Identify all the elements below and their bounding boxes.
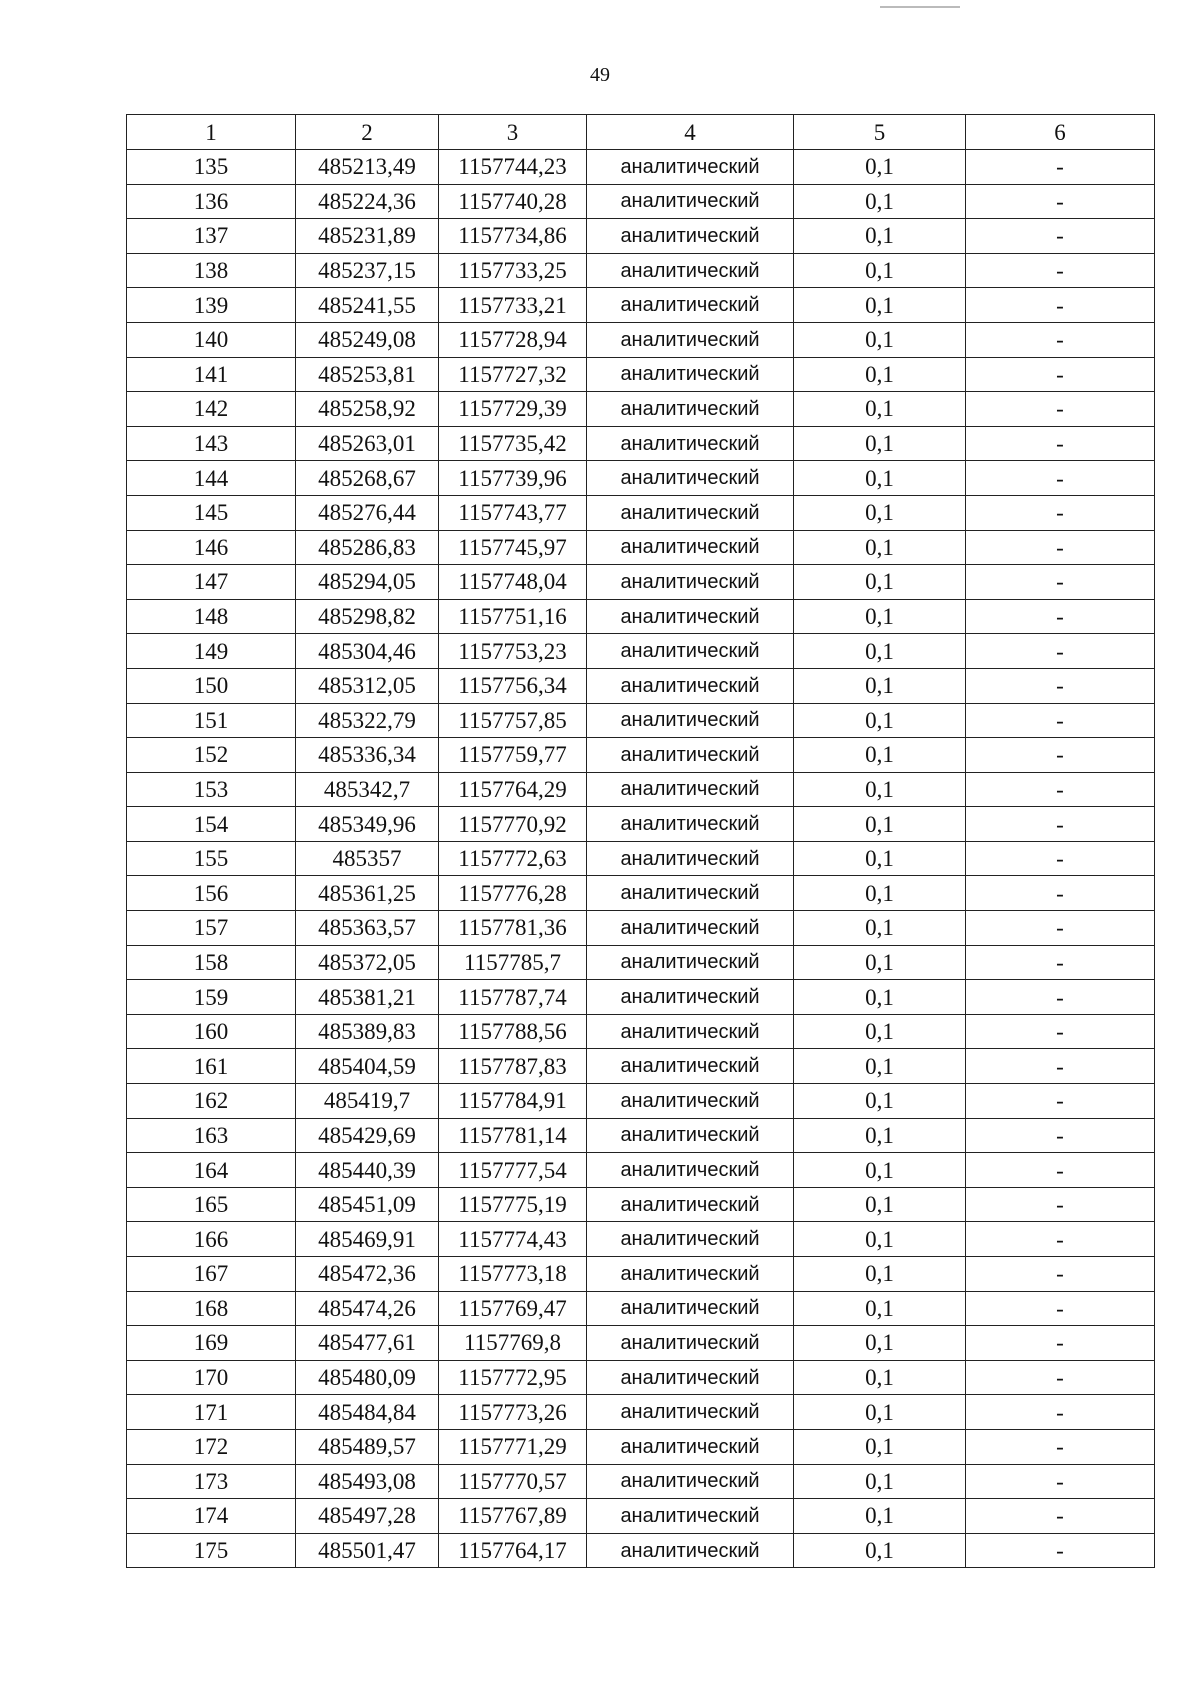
y-coordinate-cell: 1157734,86 xyxy=(439,219,587,254)
point-number-cell: 153 xyxy=(127,772,296,807)
accuracy-cell: 0,1 xyxy=(794,322,966,357)
table-row xyxy=(127,841,1155,876)
table-row xyxy=(127,668,1155,703)
point-number-cell: 164 xyxy=(127,1153,296,1188)
y-coordinate-cell: 1157756,34 xyxy=(439,668,587,703)
x-coordinate-cell: 485440,39 xyxy=(296,1153,439,1188)
y-coordinate-cell: 1157729,39 xyxy=(439,392,587,427)
note-cell: - xyxy=(966,426,1155,461)
point-number-cell: 152 xyxy=(127,738,296,773)
table-row xyxy=(127,634,1155,669)
x-coordinate-cell: 485237,15 xyxy=(296,253,439,288)
point-number-cell: 163 xyxy=(127,1118,296,1153)
x-coordinate-cell: 485231,89 xyxy=(296,219,439,254)
point-number-cell: 156 xyxy=(127,876,296,911)
method-cell: аналитический xyxy=(587,911,794,946)
y-coordinate-cell: 1157771,29 xyxy=(439,1429,587,1464)
y-coordinate-cell: 1157774,43 xyxy=(439,1222,587,1257)
table-row xyxy=(127,392,1155,427)
note-cell: - xyxy=(966,772,1155,807)
x-coordinate-cell: 485349,96 xyxy=(296,807,439,842)
method-cell: аналитический xyxy=(587,1084,794,1119)
x-coordinate-cell: 485404,59 xyxy=(296,1049,439,1084)
accuracy-cell: 0,1 xyxy=(794,392,966,427)
point-number-cell: 151 xyxy=(127,703,296,738)
note-cell: - xyxy=(966,911,1155,946)
accuracy-cell: 0,1 xyxy=(794,599,966,634)
x-coordinate-cell: 485268,67 xyxy=(296,461,439,496)
accuracy-cell: 0,1 xyxy=(794,703,966,738)
table-row xyxy=(127,1499,1155,1534)
accuracy-cell: 0,1 xyxy=(794,634,966,669)
x-coordinate-cell: 485213,49 xyxy=(296,150,439,185)
accuracy-cell: 0,1 xyxy=(794,150,966,185)
accuracy-cell: 0,1 xyxy=(794,1084,966,1119)
method-cell: аналитический xyxy=(587,1395,794,1430)
y-coordinate-cell: 1157739,96 xyxy=(439,461,587,496)
accuracy-cell: 0,1 xyxy=(794,1014,966,1049)
method-cell: аналитический xyxy=(587,357,794,392)
point-number-cell: 175 xyxy=(127,1533,296,1568)
x-coordinate-cell: 485451,09 xyxy=(296,1187,439,1222)
table-row xyxy=(127,184,1155,219)
point-number-cell: 174 xyxy=(127,1499,296,1534)
table-row xyxy=(127,945,1155,980)
point-number-cell: 162 xyxy=(127,1084,296,1119)
note-cell: - xyxy=(966,1429,1155,1464)
accuracy-cell: 0,1 xyxy=(794,1118,966,1153)
method-cell: аналитический xyxy=(587,703,794,738)
point-number-cell: 145 xyxy=(127,495,296,530)
table-row xyxy=(127,150,1155,185)
x-coordinate-cell: 485336,34 xyxy=(296,738,439,773)
note-cell: - xyxy=(966,1464,1155,1499)
table-row xyxy=(127,426,1155,461)
accuracy-cell: 0,1 xyxy=(794,1429,966,1464)
note-cell: - xyxy=(966,1360,1155,1395)
table-row xyxy=(127,980,1155,1015)
table-row xyxy=(127,1222,1155,1257)
table-row xyxy=(127,1153,1155,1188)
accuracy-cell: 0,1 xyxy=(794,1533,966,1568)
y-coordinate-cell: 1157757,85 xyxy=(439,703,587,738)
x-coordinate-cell: 485294,05 xyxy=(296,565,439,600)
y-coordinate-cell: 1157776,28 xyxy=(439,876,587,911)
accuracy-cell: 0,1 xyxy=(794,980,966,1015)
accuracy-cell: 0,1 xyxy=(794,1153,966,1188)
table-row xyxy=(127,1257,1155,1292)
note-cell: - xyxy=(966,1395,1155,1430)
note-cell: - xyxy=(966,599,1155,634)
point-number-cell: 157 xyxy=(127,911,296,946)
x-coordinate-cell: 485249,08 xyxy=(296,322,439,357)
table-row xyxy=(127,1084,1155,1119)
accuracy-cell: 0,1 xyxy=(794,426,966,461)
note-cell: - xyxy=(966,1533,1155,1568)
method-cell: аналитический xyxy=(587,150,794,185)
point-number-cell: 154 xyxy=(127,807,296,842)
table-row xyxy=(127,738,1155,773)
table-row xyxy=(127,219,1155,254)
y-coordinate-cell: 1157787,83 xyxy=(439,1049,587,1084)
y-coordinate-cell: 1157772,63 xyxy=(439,841,587,876)
note-cell: - xyxy=(966,461,1155,496)
point-number-cell: 135 xyxy=(127,150,296,185)
accuracy-cell: 0,1 xyxy=(794,184,966,219)
method-cell: аналитический xyxy=(587,495,794,530)
method-cell: аналитический xyxy=(587,322,794,357)
y-coordinate-cell: 1157735,42 xyxy=(439,426,587,461)
note-cell: - xyxy=(966,634,1155,669)
table-row xyxy=(127,703,1155,738)
point-number-cell: 155 xyxy=(127,841,296,876)
header-cell-4: 4 xyxy=(587,115,794,150)
y-coordinate-cell: 1157781,36 xyxy=(439,911,587,946)
method-cell: аналитический xyxy=(587,1291,794,1326)
method-cell: аналитический xyxy=(587,738,794,773)
accuracy-cell: 0,1 xyxy=(794,876,966,911)
point-number-cell: 148 xyxy=(127,599,296,634)
header-cell-5: 5 xyxy=(794,115,966,150)
y-coordinate-cell: 1157764,29 xyxy=(439,772,587,807)
y-coordinate-cell: 1157781,14 xyxy=(439,1118,587,1153)
note-cell: - xyxy=(966,1291,1155,1326)
point-number-cell: 141 xyxy=(127,357,296,392)
method-cell: аналитический xyxy=(587,1222,794,1257)
note-cell: - xyxy=(966,219,1155,254)
method-cell: аналитический xyxy=(587,1153,794,1188)
x-coordinate-cell: 485484,84 xyxy=(296,1395,439,1430)
method-cell: аналитический xyxy=(587,530,794,565)
scan-artifact xyxy=(880,6,960,8)
y-coordinate-cell: 1157759,77 xyxy=(439,738,587,773)
note-cell: - xyxy=(966,184,1155,219)
point-number-cell: 169 xyxy=(127,1326,296,1361)
note-cell: - xyxy=(966,322,1155,357)
accuracy-cell: 0,1 xyxy=(794,1049,966,1084)
table-row xyxy=(127,911,1155,946)
note-cell: - xyxy=(966,495,1155,530)
accuracy-cell: 0,1 xyxy=(794,1464,966,1499)
x-coordinate-cell: 485312,05 xyxy=(296,668,439,703)
x-coordinate-cell: 485489,57 xyxy=(296,1429,439,1464)
accuracy-cell: 0,1 xyxy=(794,1326,966,1361)
method-cell: аналитический xyxy=(587,841,794,876)
table-row xyxy=(127,288,1155,323)
table-row xyxy=(127,461,1155,496)
note-cell: - xyxy=(966,876,1155,911)
point-number-cell: 146 xyxy=(127,530,296,565)
table-row xyxy=(127,772,1155,807)
note-cell: - xyxy=(966,1049,1155,1084)
y-coordinate-cell: 1157740,28 xyxy=(439,184,587,219)
method-cell: аналитический xyxy=(587,1014,794,1049)
note-cell: - xyxy=(966,1326,1155,1361)
header-row xyxy=(127,115,1155,150)
table-row xyxy=(127,530,1155,565)
accuracy-cell: 0,1 xyxy=(794,461,966,496)
x-coordinate-cell: 485304,46 xyxy=(296,634,439,669)
method-cell: аналитический xyxy=(587,184,794,219)
method-cell: аналитический xyxy=(587,1429,794,1464)
x-coordinate-cell: 485493,08 xyxy=(296,1464,439,1499)
table-row xyxy=(127,1464,1155,1499)
note-cell: - xyxy=(966,738,1155,773)
y-coordinate-cell: 1157753,23 xyxy=(439,634,587,669)
method-cell: аналитический xyxy=(587,392,794,427)
x-coordinate-cell: 485286,83 xyxy=(296,530,439,565)
note-cell: - xyxy=(966,945,1155,980)
method-cell: аналитический xyxy=(587,1533,794,1568)
header-cell-6: 6 xyxy=(966,115,1155,150)
x-coordinate-cell: 485322,79 xyxy=(296,703,439,738)
method-cell: аналитический xyxy=(587,288,794,323)
table-row xyxy=(127,253,1155,288)
coordinates-table xyxy=(126,114,1155,1568)
accuracy-cell: 0,1 xyxy=(794,911,966,946)
y-coordinate-cell: 1157769,8 xyxy=(439,1326,587,1361)
method-cell: аналитический xyxy=(587,461,794,496)
x-coordinate-cell: 485419,7 xyxy=(296,1084,439,1119)
accuracy-cell: 0,1 xyxy=(794,945,966,980)
point-number-cell: 165 xyxy=(127,1187,296,1222)
accuracy-cell: 0,1 xyxy=(794,772,966,807)
y-coordinate-cell: 1157744,23 xyxy=(439,150,587,185)
table-body xyxy=(127,150,1155,1568)
note-cell: - xyxy=(966,1153,1155,1188)
table-row xyxy=(127,1187,1155,1222)
accuracy-cell: 0,1 xyxy=(794,738,966,773)
point-number-cell: 144 xyxy=(127,461,296,496)
y-coordinate-cell: 1157727,32 xyxy=(439,357,587,392)
method-cell: аналитический xyxy=(587,980,794,1015)
x-coordinate-cell: 485480,09 xyxy=(296,1360,439,1395)
point-number-cell: 172 xyxy=(127,1429,296,1464)
header-cell-2: 2 xyxy=(296,115,439,150)
table-row xyxy=(127,1291,1155,1326)
point-number-cell: 160 xyxy=(127,1014,296,1049)
table-row xyxy=(127,1014,1155,1049)
point-number-cell: 139 xyxy=(127,288,296,323)
accuracy-cell: 0,1 xyxy=(794,1187,966,1222)
table-row xyxy=(127,1326,1155,1361)
accuracy-cell: 0,1 xyxy=(794,1360,966,1395)
method-cell: аналитический xyxy=(587,772,794,807)
note-cell: - xyxy=(966,703,1155,738)
x-coordinate-cell: 485372,05 xyxy=(296,945,439,980)
point-number-cell: 136 xyxy=(127,184,296,219)
y-coordinate-cell: 1157769,47 xyxy=(439,1291,587,1326)
accuracy-cell: 0,1 xyxy=(794,219,966,254)
method-cell: аналитический xyxy=(587,253,794,288)
x-coordinate-cell: 485469,91 xyxy=(296,1222,439,1257)
x-coordinate-cell: 485497,28 xyxy=(296,1499,439,1534)
y-coordinate-cell: 1157767,89 xyxy=(439,1499,587,1534)
method-cell: аналитический xyxy=(587,807,794,842)
note-cell: - xyxy=(966,357,1155,392)
table-row xyxy=(127,1429,1155,1464)
y-coordinate-cell: 1157764,17 xyxy=(439,1533,587,1568)
y-coordinate-cell: 1157748,04 xyxy=(439,565,587,600)
method-cell: аналитический xyxy=(587,599,794,634)
table-row xyxy=(127,495,1155,530)
method-cell: аналитический xyxy=(587,565,794,600)
note-cell: - xyxy=(966,253,1155,288)
note-cell: - xyxy=(966,1257,1155,1292)
note-cell: - xyxy=(966,1084,1155,1119)
note-cell: - xyxy=(966,1118,1155,1153)
accuracy-cell: 0,1 xyxy=(794,1291,966,1326)
accuracy-cell: 0,1 xyxy=(794,1395,966,1430)
table-row xyxy=(127,1533,1155,1568)
x-coordinate-cell: 485501,47 xyxy=(296,1533,439,1568)
accuracy-cell: 0,1 xyxy=(794,288,966,323)
point-number-cell: 161 xyxy=(127,1049,296,1084)
point-number-cell: 147 xyxy=(127,565,296,600)
note-cell: - xyxy=(966,1222,1155,1257)
table-row xyxy=(127,1360,1155,1395)
x-coordinate-cell: 485363,57 xyxy=(296,911,439,946)
method-cell: аналитический xyxy=(587,876,794,911)
table-row xyxy=(127,1395,1155,1430)
method-cell: аналитический xyxy=(587,426,794,461)
method-cell: аналитический xyxy=(587,219,794,254)
method-cell: аналитический xyxy=(587,1257,794,1292)
note-cell: - xyxy=(966,565,1155,600)
table-row xyxy=(127,322,1155,357)
note-cell: - xyxy=(966,1187,1155,1222)
table-row xyxy=(127,1049,1155,1084)
method-cell: аналитический xyxy=(587,1464,794,1499)
method-cell: аналитический xyxy=(587,1187,794,1222)
note-cell: - xyxy=(966,841,1155,876)
method-cell: аналитический xyxy=(587,1049,794,1084)
point-number-cell: 159 xyxy=(127,980,296,1015)
x-coordinate-cell: 485263,01 xyxy=(296,426,439,461)
header-cell-1: 1 xyxy=(127,115,296,150)
y-coordinate-cell: 1157728,94 xyxy=(439,322,587,357)
point-number-cell: 142 xyxy=(127,392,296,427)
x-coordinate-cell: 485258,92 xyxy=(296,392,439,427)
point-number-cell: 143 xyxy=(127,426,296,461)
method-cell: аналитический xyxy=(587,668,794,703)
method-cell: аналитический xyxy=(587,945,794,980)
y-coordinate-cell: 1157772,95 xyxy=(439,1360,587,1395)
table-row xyxy=(127,357,1155,392)
note-cell: - xyxy=(966,392,1155,427)
point-number-cell: 158 xyxy=(127,945,296,980)
accuracy-cell: 0,1 xyxy=(794,253,966,288)
point-number-cell: 171 xyxy=(127,1395,296,1430)
note-cell: - xyxy=(966,530,1155,565)
method-cell: аналитический xyxy=(587,634,794,669)
x-coordinate-cell: 485224,36 xyxy=(296,184,439,219)
y-coordinate-cell: 1157770,92 xyxy=(439,807,587,842)
y-coordinate-cell: 1157770,57 xyxy=(439,1464,587,1499)
accuracy-cell: 0,1 xyxy=(794,495,966,530)
point-number-cell: 166 xyxy=(127,1222,296,1257)
point-number-cell: 168 xyxy=(127,1291,296,1326)
point-number-cell: 137 xyxy=(127,219,296,254)
x-coordinate-cell: 485361,25 xyxy=(296,876,439,911)
table-row xyxy=(127,807,1155,842)
point-number-cell: 149 xyxy=(127,634,296,669)
table-row xyxy=(127,876,1155,911)
x-coordinate-cell: 485477,61 xyxy=(296,1326,439,1361)
point-number-cell: 170 xyxy=(127,1360,296,1395)
x-coordinate-cell: 485342,7 xyxy=(296,772,439,807)
y-coordinate-cell: 1157773,18 xyxy=(439,1257,587,1292)
x-coordinate-cell: 485253,81 xyxy=(296,357,439,392)
y-coordinate-cell: 1157787,74 xyxy=(439,980,587,1015)
y-coordinate-cell: 1157775,19 xyxy=(439,1187,587,1222)
note-cell: - xyxy=(966,668,1155,703)
y-coordinate-cell: 1157745,97 xyxy=(439,530,587,565)
point-number-cell: 138 xyxy=(127,253,296,288)
x-coordinate-cell: 485381,21 xyxy=(296,980,439,1015)
x-coordinate-cell: 485241,55 xyxy=(296,288,439,323)
accuracy-cell: 0,1 xyxy=(794,668,966,703)
accuracy-cell: 0,1 xyxy=(794,565,966,600)
note-cell: - xyxy=(966,1014,1155,1049)
y-coordinate-cell: 1157743,77 xyxy=(439,495,587,530)
y-coordinate-cell: 1157777,54 xyxy=(439,1153,587,1188)
x-coordinate-cell: 485389,83 xyxy=(296,1014,439,1049)
page-number: 49 xyxy=(590,64,610,86)
method-cell: аналитический xyxy=(587,1360,794,1395)
point-number-cell: 140 xyxy=(127,322,296,357)
x-coordinate-cell: 485357 xyxy=(296,841,439,876)
y-coordinate-cell: 1157773,26 xyxy=(439,1395,587,1430)
x-coordinate-cell: 485429,69 xyxy=(296,1118,439,1153)
x-coordinate-cell: 485474,26 xyxy=(296,1291,439,1326)
accuracy-cell: 0,1 xyxy=(794,357,966,392)
y-coordinate-cell: 1157785,7 xyxy=(439,945,587,980)
x-coordinate-cell: 485472,36 xyxy=(296,1257,439,1292)
accuracy-cell: 0,1 xyxy=(794,530,966,565)
method-cell: аналитический xyxy=(587,1499,794,1534)
accuracy-cell: 0,1 xyxy=(794,807,966,842)
method-cell: аналитический xyxy=(587,1326,794,1361)
note-cell: - xyxy=(966,1499,1155,1534)
y-coordinate-cell: 1157733,25 xyxy=(439,253,587,288)
accuracy-cell: 0,1 xyxy=(794,1499,966,1534)
x-coordinate-cell: 485276,44 xyxy=(296,495,439,530)
point-number-cell: 150 xyxy=(127,668,296,703)
y-coordinate-cell: 1157751,16 xyxy=(439,599,587,634)
note-cell: - xyxy=(966,288,1155,323)
method-cell: аналитический xyxy=(587,1118,794,1153)
y-coordinate-cell: 1157733,21 xyxy=(439,288,587,323)
accuracy-cell: 0,1 xyxy=(794,1257,966,1292)
point-number-cell: 173 xyxy=(127,1464,296,1499)
table-row xyxy=(127,1118,1155,1153)
table-row xyxy=(127,565,1155,600)
table-row xyxy=(127,599,1155,634)
y-coordinate-cell: 1157784,91 xyxy=(439,1084,587,1119)
accuracy-cell: 0,1 xyxy=(794,841,966,876)
note-cell: - xyxy=(966,150,1155,185)
note-cell: - xyxy=(966,980,1155,1015)
table-header xyxy=(127,115,1155,150)
point-number-cell: 167 xyxy=(127,1257,296,1292)
header-cell-3: 3 xyxy=(439,115,587,150)
accuracy-cell: 0,1 xyxy=(794,1222,966,1257)
x-coordinate-cell: 485298,82 xyxy=(296,599,439,634)
note-cell: - xyxy=(966,807,1155,842)
y-coordinate-cell: 1157788,56 xyxy=(439,1014,587,1049)
